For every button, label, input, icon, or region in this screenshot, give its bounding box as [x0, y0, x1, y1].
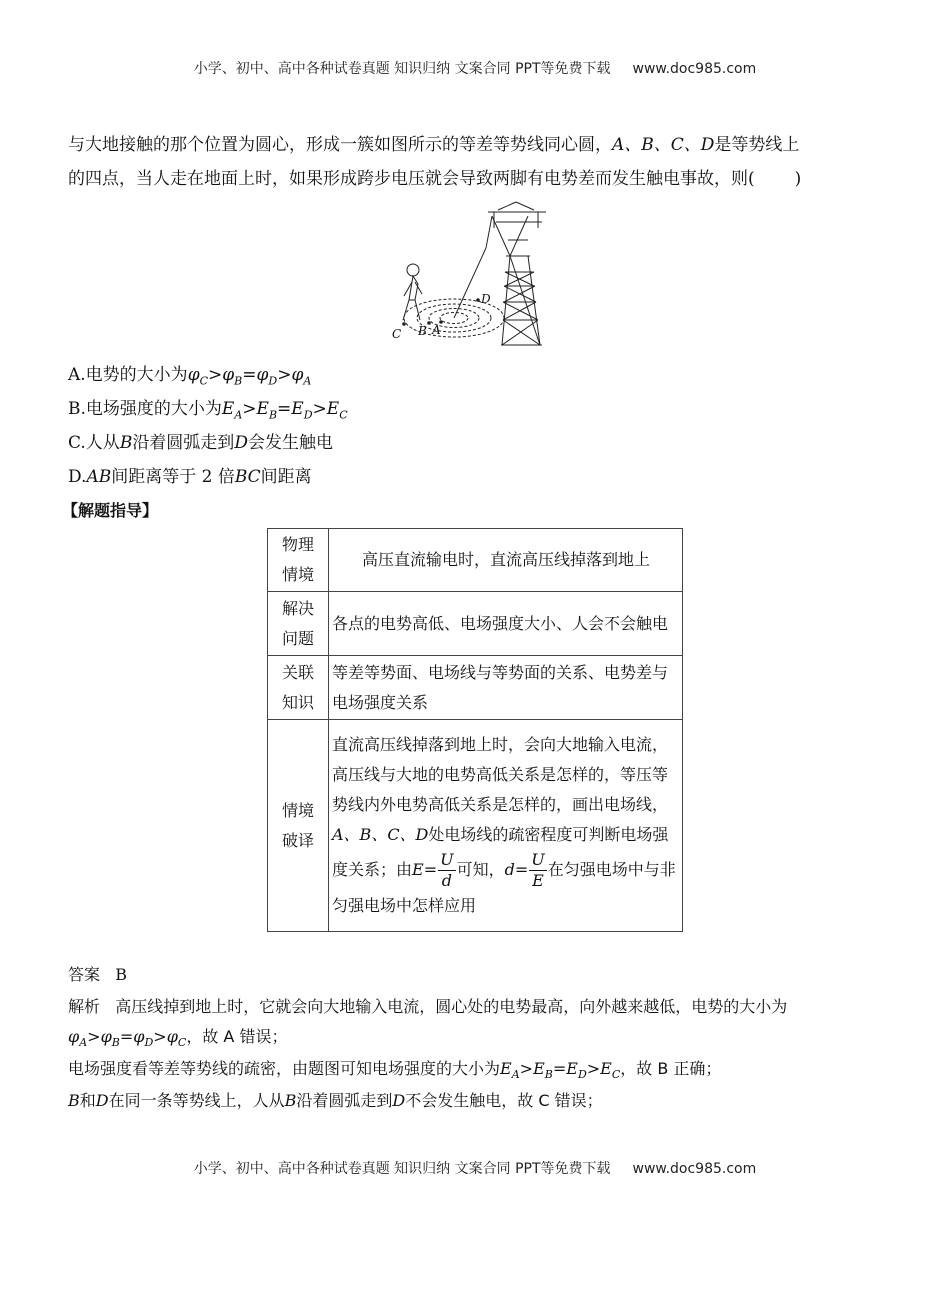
label-D: D [481, 292, 491, 306]
option-a[interactable]: A.电势的大小为$\varphi_C>\varphi_B=\varphi_D>\varphi_A$ [68, 365, 312, 388]
guide-key: 物理 情境 [268, 529, 329, 592]
option-d[interactable]: D.AB间距离等于 2 倍BC间距离 [68, 467, 312, 487]
guide-value: 高压直流输电时，直流高压线掉落到地上 [329, 529, 683, 592]
label-C: C [392, 327, 402, 341]
guide-key: 解决 问题 [268, 592, 329, 656]
guide-value: 各点的电势高低、电场强度大小、人会不会触电 [329, 592, 683, 656]
guide-key: 情境 破译 [268, 720, 329, 932]
analysis-line-2: $\varphi_A>\varphi_B=\varphi_D>\varphi_C$，故 A 错误； [68, 1027, 288, 1050]
fraction-u-over-d: $\frac{U}{d}$ [440, 850, 454, 890]
table-row [268, 720, 683, 932]
footer-text: 小学、初中、高中各种试卷真题 知识归纳 文案合同 PPT等免费下载 [193, 1161, 611, 1177]
fraction-u-over-e: $\frac{U}{E}$ [531, 850, 545, 890]
power-tower-figure [388, 200, 558, 350]
header-text: 小学、初中、高中各种试卷真题 知识归纳 文案合同 PPT等免费下载 [193, 61, 611, 77]
label-B: B [418, 324, 427, 338]
table-row [268, 529, 683, 592]
table-row [268, 656, 683, 720]
footer-url[interactable]: www.doc985.com [632, 1161, 757, 1177]
question-line-1: 与大地接触的那个位置为圆心，形成一簇如图所示的等差等势线同心圆，A、B、C、D是等势线上 [68, 135, 800, 155]
guide-table [267, 528, 683, 932]
table-row [268, 592, 683, 656]
analysis-line-3: 电场强度看等差等势线的疏密，由题图可知电场强度的大小为$E_A>E_B=E_D>E_C$，故 B 正确； [68, 1059, 722, 1082]
guide-title: 【解题指导】 [62, 501, 159, 520]
page-footer [0, 1158, 950, 1178]
analysis-line-4: B和D在同一条等势线上，人从B沿着圆弧走到D不会发生触电，故 C 错误； [68, 1091, 603, 1110]
option-c[interactable]: C.人从B沿着圆弧走到D会发生触电 [68, 433, 333, 453]
guide-value: 等差等势面、电场线与等势面的关系、电势差与电场强度关系 [329, 656, 683, 720]
guide-value: 直流高压线掉落到地上时，会向大地输入电流，高压线与大地的电势高低关系是怎样的，等压等势线内外电势高低关系是怎样的，画出电场线，A、B、C、D处电场线的疏密程度可判断电场强度关系；由E= $\frac{U}{d}$ 可知，d= $\frac{U}{E}$ 在匀强电场中与非匀强电场中怎样应用 [329, 720, 683, 932]
header-url[interactable]: www.doc985.com [632, 61, 757, 77]
label-A: A [432, 323, 441, 337]
answer-line: 答案 B [68, 965, 128, 984]
analysis-line-1: 解析 高压线掉到地上时，它就会向大地输入电流，圆心处的电势最高，向外越来越低，电势的大小为 [68, 997, 788, 1016]
option-b[interactable]: B.电场强度的大小为$E_A>E_B=E_D>E_C$ [68, 399, 348, 422]
page-header [0, 58, 950, 78]
guide-key: 关联 知识 [268, 656, 329, 720]
question-line-2: 的四点，当人走在地面上时，如果形成跨步电压就会导致两脚有电势差而发生触电事故，则( ) [68, 169, 802, 189]
